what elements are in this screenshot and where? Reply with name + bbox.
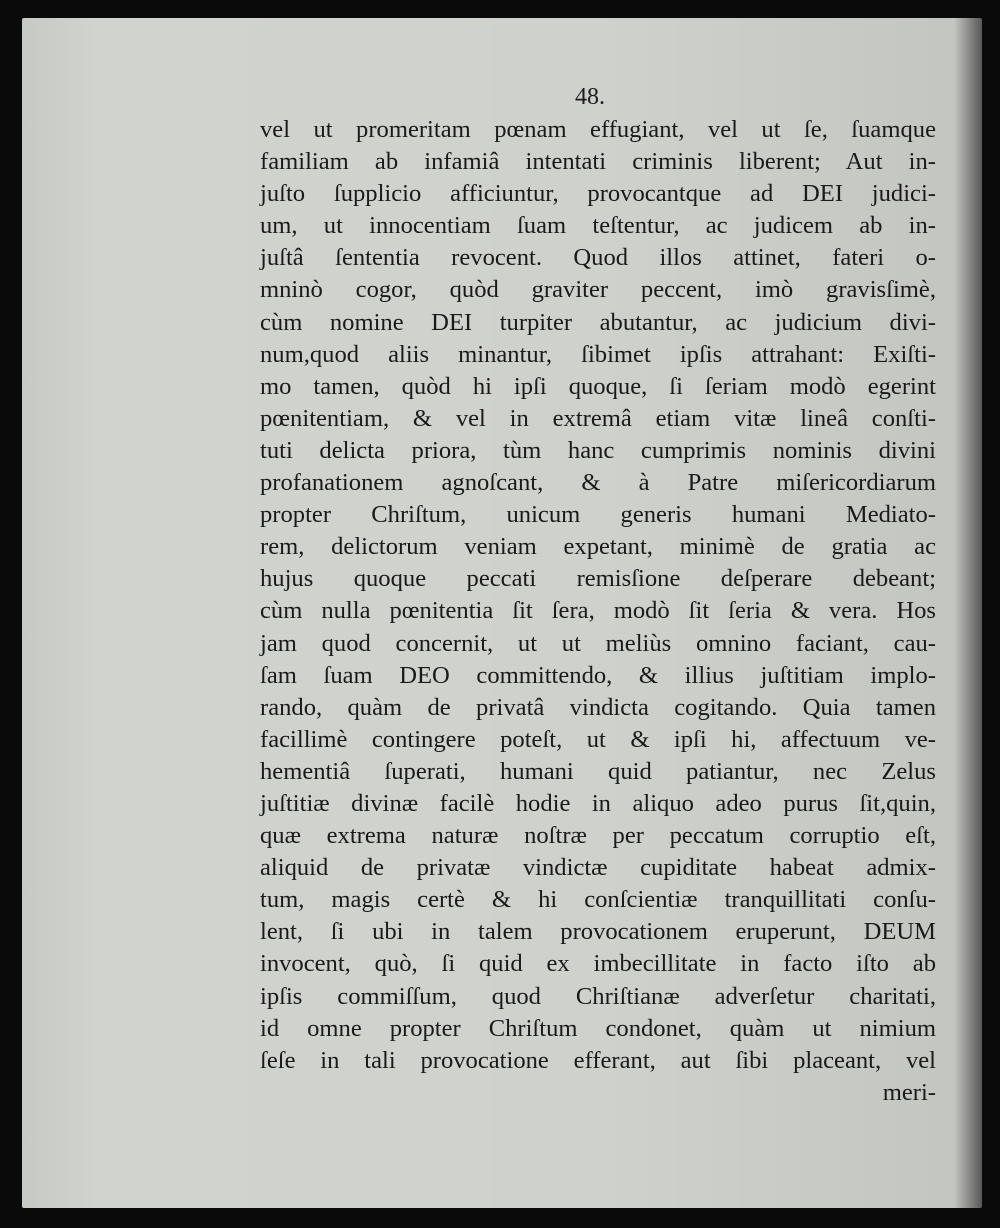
text-line: cùm nulla pœnitentia ſit ſera, modò ſit ſeria & vera. Hos bbox=[260, 597, 936, 625]
text-line: mo tamen, quòd hi ipſi quoque, ſi ſeriam modò egerint bbox=[260, 372, 936, 400]
text-line: ipſis commiſſum, quod Chriſtianæ adverſetur charitati, bbox=[260, 982, 936, 1010]
book-page bbox=[22, 18, 982, 1208]
text-line: juſtitiæ divinæ facilè hodie in aliquo adeo purus ſit,quin, bbox=[260, 789, 936, 817]
text-line: profanationem agnoſcant, & à Patre miſericordiarum bbox=[260, 469, 936, 497]
text-line: vel ut promeritam pœnam effugiant, vel ut ſe, ſuamque bbox=[260, 116, 936, 143]
text-line: propter Chriſtum, unicum generis humani Mediato- bbox=[260, 501, 936, 529]
text-line: familiam ab infamiâ intentati criminis liberent; Aut in- bbox=[260, 148, 936, 176]
text-line: num,quod aliis minantur, ſibimet ipſis attrahant: Exiſti- bbox=[260, 340, 936, 368]
text-line: aliquid de privatæ vindictæ cupiditate habeat admix- bbox=[260, 854, 936, 882]
text-line: tum, magis certè & hi conſcientiæ tranquillitati conſu- bbox=[260, 886, 936, 914]
text-line: rando, quàm de privatâ vindicta cogitando. Quia tamen bbox=[260, 693, 936, 721]
catchword: meri- bbox=[882, 1078, 936, 1106]
text-line: juſto ſupplicio afficiuntur, provocantque ad DEI judici- bbox=[260, 180, 936, 208]
text-line: rem, delictorum veniam expetant, minimè de gratia ac bbox=[260, 533, 936, 561]
text-line: pœnitentiam, & vel in extremâ etiam vitæ lineâ conſti- bbox=[260, 404, 936, 432]
text-line: ſeſe in tali provocatione efferant, aut ſibi placeant, vel bbox=[260, 1046, 936, 1074]
text-line: cùm nomine DEI turpiter abutantur, ac judicium divi- bbox=[260, 308, 936, 336]
text-line: facillimè contingere poteſt, ut & ipſi hi, affectuum ve- bbox=[260, 725, 936, 753]
text-line: hementiâ ſuperati, humani quid patiantur, nec Zelus bbox=[260, 757, 936, 785]
text-line: ſam ſuam DEO committendo, & illius juſtitiam implo- bbox=[260, 661, 936, 689]
text-line: hujus quoque peccati remisſione deſperare debeant; bbox=[260, 565, 936, 593]
text-line: um, ut innocentiam ſuam teſtentur, ac judicem ab in- bbox=[260, 212, 936, 240]
body-text bbox=[260, 114, 936, 1109]
page-number: 48. bbox=[575, 84, 605, 110]
page-spine-shadow bbox=[954, 18, 982, 1208]
text-line: lent, ſi ubi in talem provocationem eruperunt, DEUM bbox=[260, 918, 936, 946]
text-line: tuti delicta priora, tùm hanc cumprimis nominis divini bbox=[260, 436, 936, 464]
text-line: quæ extrema naturæ noſtræ per peccatum corruptio eſt, bbox=[260, 822, 936, 850]
text-line: mninò cogor, quòd graviter peccent, imò gravisſimè, bbox=[260, 276, 936, 304]
text-line: jam quod concernit, ut ut meliùs omnino faciant, cau- bbox=[260, 629, 936, 657]
text-line: juſtâ ſententia revocent. Quod illos attinet, fateri o- bbox=[260, 244, 936, 272]
text-line: id omne propter Chriſtum condonet, quàm ut nimium bbox=[260, 1014, 936, 1042]
text-line: invocent, quò, ſi quid ex imbecillitate in facto iſto ab bbox=[260, 950, 936, 978]
